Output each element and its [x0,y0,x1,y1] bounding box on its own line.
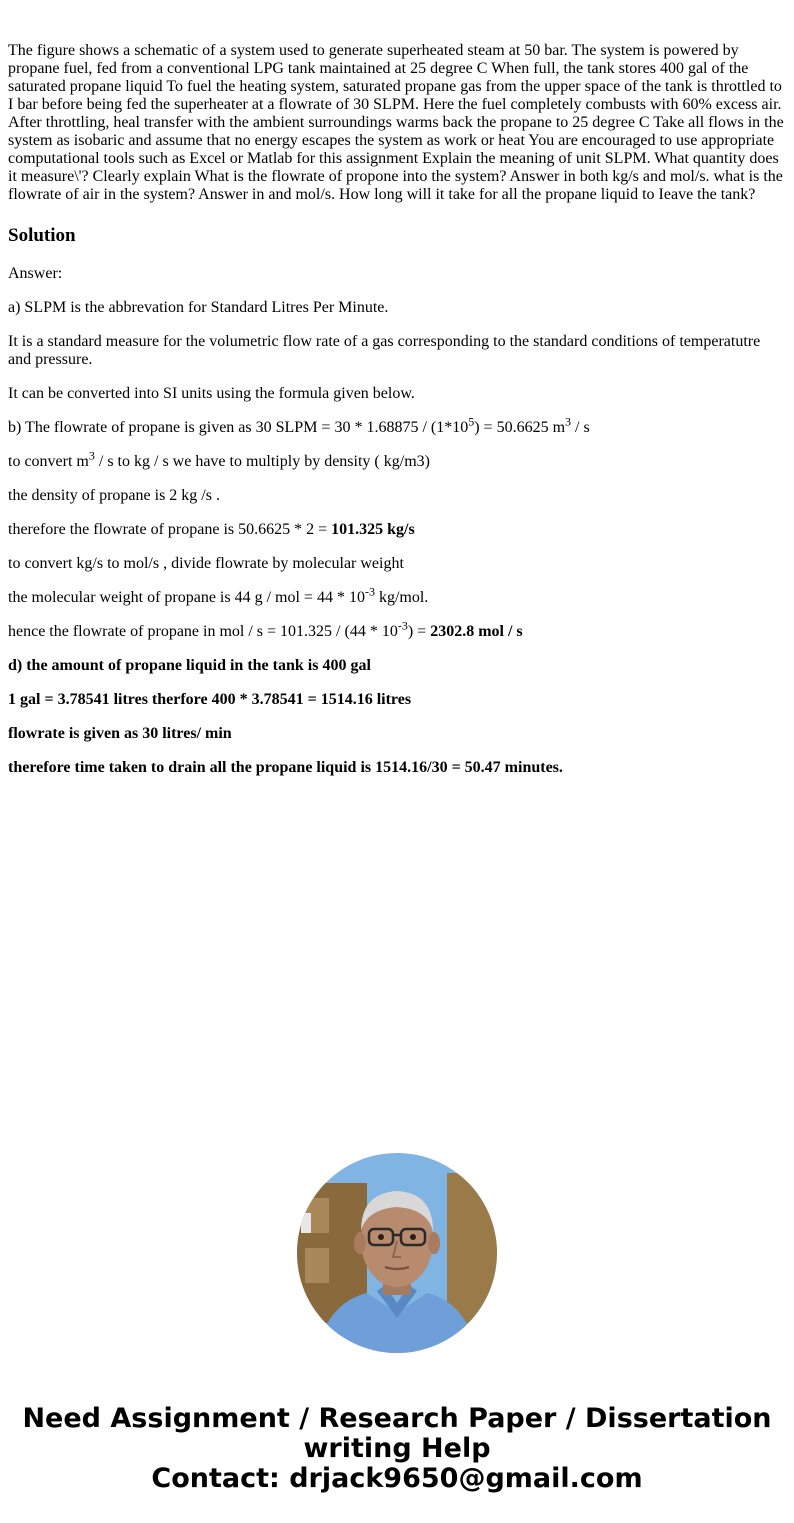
d3-text: flowrate is given as 30 litres/ min [8,725,232,742]
answer-a2: It is a standard measure for the volumetric flow rate of a gas corresponding to the standard conditions of temperatutre and pressure. [8,333,761,368]
answer-b3: the density of propane is 2 kg /s . [8,487,220,504]
b1-exponent-2: 3 [565,414,572,429]
answer-b7 [8,618,786,641]
contact-banner [0,1404,794,1494]
answer-d1 [8,657,786,675]
b1-text-end: / s [571,419,590,436]
answer-b5: to convert kg/s to mol/s , divide flowrate by molecular weight [8,555,404,572]
cta-line-2: writing Help [303,1433,491,1464]
question-text: The figure shows a schematic of a system used to generate superheated steam at 50 bar. The system is powered by propane fuel, fed from a conventional LPG tank maintained at 25 degree C When full, the tank stores 400 gal of the saturated propane liquid To fuel the heating system, saturated propane gas from the upper space of the tank is throttled to I bar before being fed the superheater at a flowrate of 30 SLPM. Here the fuel completely combusts with 60% excess air. After throttling, heal transfer with the ambient surroundings warms back the propane to 25 degree C Take all flows in the system as isobaric and assume that no energy escapes the system as work or heat You are encouraged to use appropriate computational tools such as Excel or Matlab for this assignment Explain the meaning of unit SLPM. What quantity does it measure\'? Clearly explain What is the flowrate of propone into the system? Answer in both kg/s and mol/s. what is the flowrate of air in the system? Answer in and mol/s. How long will it take for all the propane liquid to Ieave the tank? [8,42,784,203]
b7-text-mid: ) = [407,623,431,640]
b4-result: 101.325 kg/s [331,521,415,538]
d1-text: d) the amount of propane liquid in the tank is 400 gal [8,657,371,674]
answer-b2 [8,448,786,471]
b1-text-mid: ) = 50.6625 m [474,419,566,436]
b2-text-end: / s to kg / s we have to multiply by density ( kg/m3) [94,453,430,470]
b4-text: therefore the flowrate of propane is 50.6625 * 2 = [8,521,332,538]
cta-contact-email: Contact: drjack9650@gmail.com [151,1463,643,1494]
b7-result: 2302.8 mol / s [430,623,523,640]
answer-a1: a) SLPM is the abbrevation for Standard Litres Per Minute. [8,299,389,316]
avatar [297,1153,497,1353]
answer-b6 [8,584,786,607]
d2-text: 1 gal = 3.78541 litres therfore 400 * 3.78541 = 1514.16 litres [8,691,412,708]
b2-text: to convert m [8,453,89,470]
b7-text: hence the flowrate of propane in mol / s = 101.325 / (44 * 10 [8,623,398,640]
b1-exponent: 5 [468,414,475,429]
b1-text: b) The flowrate of propane is given as 30 SLPM = 30 * 1.68875 / (1*10 [8,419,469,436]
answer-d3 [8,725,786,743]
answer-d4 [8,759,786,777]
b2-exponent: 3 [88,448,95,463]
d4-text: therefore time taken to drain all the propane liquid is 1514.16/30 = 50.47 minutes. [8,759,563,776]
cta-line-1: Need Assignment / Research Paper / Dissertation [22,1403,772,1434]
avatar-portrait [297,1153,497,1353]
answer-b1 [8,414,786,437]
b7-exponent: -3 [397,618,408,633]
b6-text-end: kg/mol. [374,589,429,606]
b6-text: the molecular weight of propane is 44 g / mol = 44 * 10 [8,589,365,606]
solution-heading: Solution [8,225,76,246]
document-body [8,42,786,793]
answer-a3: It can be converted into SI units using the formula given below. [8,385,415,402]
b6-exponent: -3 [364,584,375,599]
answer-b4 [8,521,786,539]
answer-label: Answer: [8,265,63,282]
answer-d2 [8,691,786,709]
